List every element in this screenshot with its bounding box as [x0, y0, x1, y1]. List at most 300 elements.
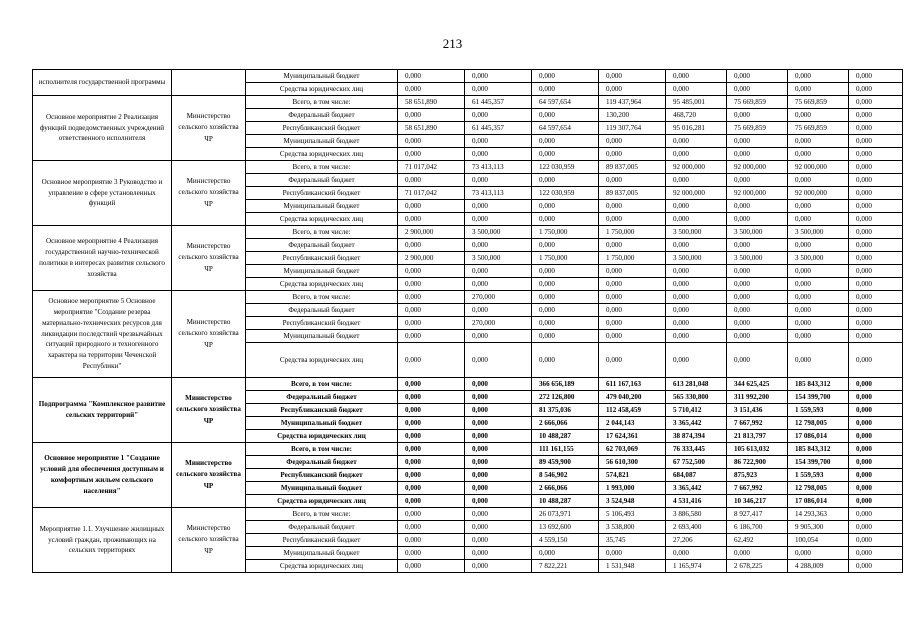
amount-cell: 0,000 [788, 239, 849, 252]
amount-cell: 0,000 [398, 135, 465, 148]
amount-cell: 0,000 [849, 304, 903, 317]
amount-cell: 0,000 [398, 304, 465, 317]
amount-cell: 0,000 [788, 83, 849, 96]
amount-cell: 12 798,005 [788, 417, 849, 430]
amount-cell: 0,000 [727, 174, 788, 187]
amount-cell: 0,000 [465, 304, 532, 317]
amount-cell: 62 703,069 [599, 443, 666, 456]
amount-cell: 92 000,000 [788, 187, 849, 200]
amount-cell: 3 538,800 [599, 521, 666, 534]
amount-cell: 2 693,400 [666, 521, 727, 534]
amount-cell: 0,000 [398, 213, 465, 226]
amount-cell: 0,000 [849, 135, 903, 148]
amount-cell: 0,000 [849, 161, 903, 174]
measure-name-cell: исполнителя государственной программы [33, 70, 172, 96]
amount-cell: 0,000 [599, 148, 666, 161]
amount-cell: 76 333,445 [666, 443, 727, 456]
amount-cell: 61 445,357 [465, 96, 532, 109]
amount-cell: 3 151,436 [727, 404, 788, 417]
funding-source-cell: Федеральный бюджет [246, 456, 398, 469]
amount-cell: 0,000 [727, 239, 788, 252]
amount-cell: 0,000 [465, 391, 532, 404]
amount-cell: 0,000 [788, 213, 849, 226]
amount-cell: 0,000 [465, 109, 532, 122]
amount-cell: 122 030,959 [532, 161, 599, 174]
funding-source-cell: Республиканский бюджет [246, 252, 398, 265]
funding-source-cell: Средства юридических лиц [246, 278, 398, 291]
amount-cell: 100,054 [788, 534, 849, 547]
amount-cell: 0,000 [532, 200, 599, 213]
amount-cell: 0,000 [849, 495, 903, 508]
amount-cell: 0,000 [465, 456, 532, 469]
amount-cell: 0,000 [666, 70, 727, 83]
amount-cell: 0,000 [398, 547, 465, 560]
amount-cell: 0,000 [465, 495, 532, 508]
amount-cell: 0,000 [465, 521, 532, 534]
funding-source-cell: Муниципальный бюджет [246, 330, 398, 343]
amount-cell: 64 597,654 [532, 96, 599, 109]
amount-cell: 1 750,000 [599, 252, 666, 265]
amount-cell: 0,000 [788, 135, 849, 148]
amount-cell: 95 485,001 [666, 96, 727, 109]
amount-cell: 479 040,200 [599, 391, 666, 404]
table-row [33, 508, 903, 521]
amount-cell: 0,000 [465, 200, 532, 213]
amount-cell: 71 017,042 [398, 187, 465, 200]
amount-cell: 0,000 [398, 343, 465, 378]
funding-source-cell: Республиканский бюджет [246, 317, 398, 330]
amount-cell: 344 625,425 [727, 378, 788, 391]
amount-cell: 0,000 [727, 265, 788, 278]
amount-cell: 0,000 [727, 148, 788, 161]
funding-source-cell: Муниципальный бюджет [246, 417, 398, 430]
table-row [33, 96, 903, 109]
amount-cell: 0,000 [599, 213, 666, 226]
funding-source-cell: Федеральный бюджет [246, 239, 398, 252]
amount-cell: 0,000 [849, 521, 903, 534]
amount-cell: 0,000 [465, 70, 532, 83]
amount-cell: 0,000 [599, 70, 666, 83]
amount-cell: 0,000 [849, 534, 903, 547]
amount-cell: 71 017,042 [398, 161, 465, 174]
amount-cell: 0,000 [532, 109, 599, 122]
funding-source-cell: Федеральный бюджет [246, 109, 398, 122]
table-row [33, 443, 903, 456]
amount-cell: 3 500,000 [465, 252, 532, 265]
amount-cell: 0,000 [666, 83, 727, 96]
amount-cell: 75 669,859 [727, 122, 788, 135]
amount-cell: 270,000 [465, 291, 532, 304]
amount-cell: 0,000 [788, 330, 849, 343]
funding-source-cell: Муниципальный бюджет [246, 547, 398, 560]
amount-cell: 0,000 [532, 330, 599, 343]
amount-cell: 0,000 [849, 83, 903, 96]
funding-source-cell: Всего, в том числе: [246, 443, 398, 456]
amount-cell: 3 365,442 [666, 482, 727, 495]
amount-cell: 95 016,281 [666, 122, 727, 135]
amount-cell: 3 500,000 [788, 252, 849, 265]
amount-cell: 0,000 [666, 265, 727, 278]
amount-cell: 0,000 [398, 265, 465, 278]
amount-cell: 0,000 [727, 343, 788, 378]
amount-cell: 1 750,000 [599, 226, 666, 239]
amount-cell: 92 000,000 [666, 161, 727, 174]
amount-cell: 13 692,600 [532, 521, 599, 534]
amount-cell: 122 030,959 [532, 187, 599, 200]
funding-source-cell: Республиканский бюджет [246, 404, 398, 417]
funding-source-cell: Муниципальный бюджет [246, 482, 398, 495]
funding-source-cell: Всего, в том числе: [246, 96, 398, 109]
funding-source-cell: Средства юридических лиц [246, 430, 398, 443]
amount-cell: 26 073,971 [532, 508, 599, 521]
amount-cell: 0,000 [599, 200, 666, 213]
amount-cell: 73 413,113 [465, 187, 532, 200]
amount-cell: 0,000 [398, 521, 465, 534]
amount-cell: 2 900,000 [398, 252, 465, 265]
amount-cell: 0,000 [465, 404, 532, 417]
amount-cell: 0,000 [398, 378, 465, 391]
amount-cell: 89 837,005 [599, 187, 666, 200]
amount-cell: 0,000 [465, 265, 532, 278]
amount-cell: 0,000 [599, 547, 666, 560]
amount-cell: 0,000 [849, 213, 903, 226]
executor-cell: Министерство сельского хозяйства ЧР [172, 443, 246, 508]
table-row [33, 70, 903, 83]
amount-cell: 89 459,900 [532, 456, 599, 469]
amount-cell: 0,000 [398, 109, 465, 122]
amount-cell: 8 927,417 [727, 508, 788, 521]
amount-cell: 67 752,500 [666, 456, 727, 469]
amount-cell: 0,000 [666, 148, 727, 161]
amount-cell: 3 524,948 [599, 495, 666, 508]
amount-cell: 92 000,000 [727, 161, 788, 174]
amount-cell: 684,087 [666, 469, 727, 482]
amount-cell: 0,000 [727, 109, 788, 122]
amount-cell: 0,000 [788, 70, 849, 83]
amount-cell: 0,000 [849, 317, 903, 330]
amount-cell: 0,000 [398, 534, 465, 547]
amount-cell: 0,000 [465, 469, 532, 482]
amount-cell: 61 445,357 [465, 122, 532, 135]
amount-cell: 7 667,992 [727, 417, 788, 430]
amount-cell: 35,745 [599, 534, 666, 547]
amount-cell: 0,000 [532, 135, 599, 148]
amount-cell: 0,000 [788, 174, 849, 187]
amount-cell: 62,492 [727, 534, 788, 547]
amount-cell: 611 167,163 [599, 378, 666, 391]
amount-cell: 14 293,363 [788, 508, 849, 521]
amount-cell: 5 710,412 [666, 404, 727, 417]
funding-source-cell: Средства юридических лиц [246, 213, 398, 226]
amount-cell: 0,000 [666, 174, 727, 187]
funding-source-cell: Республиканский бюджет [246, 469, 398, 482]
executor-cell: Министерство сельского хозяйства ЧР [172, 508, 246, 573]
amount-cell: 0,000 [398, 148, 465, 161]
amount-cell: 0,000 [465, 83, 532, 96]
measure-name-cell: Основное мероприятие 3 Руководство и управление в сфере установленных функций [33, 161, 172, 226]
funding-source-cell: Всего, в том числе: [246, 378, 398, 391]
measure-name-cell: Основное мероприятие 5 Основное мероприятие "Создание резерва материально-технических ресурсов для ликвидации последствий чрезвычайных ситуаций природного и техногенного характера на территории Чеченской Республики" [33, 291, 172, 378]
amount-cell: 0,000 [849, 508, 903, 521]
amount-cell: 0,000 [788, 343, 849, 378]
amount-cell: 10 488,287 [532, 495, 599, 508]
amount-cell: 0,000 [465, 239, 532, 252]
amount-cell: 0,000 [398, 560, 465, 573]
amount-cell: 1 531,948 [599, 560, 666, 573]
amount-cell: 17 624,361 [599, 430, 666, 443]
amount-cell: 0,000 [849, 174, 903, 187]
amount-cell: 0,000 [532, 265, 599, 278]
amount-cell: 311 992,200 [727, 391, 788, 404]
amount-cell: 574,821 [599, 469, 666, 482]
amount-cell: 0,000 [666, 330, 727, 343]
funding-source-cell: Средства юридических лиц [246, 343, 398, 378]
amount-cell: 0,000 [465, 378, 532, 391]
funding-source-cell: Средства юридических лиц [246, 495, 398, 508]
funding-source-cell: Федеральный бюджет [246, 304, 398, 317]
amount-cell: 0,000 [532, 304, 599, 317]
amount-cell: 270,000 [465, 317, 532, 330]
funding-source-cell: Средства юридических лиц [246, 83, 398, 96]
executor-cell [172, 70, 246, 96]
amount-cell: 1 750,000 [532, 252, 599, 265]
amount-cell: 0,000 [666, 278, 727, 291]
amount-cell: 3 500,000 [465, 226, 532, 239]
amount-cell: 0,000 [398, 404, 465, 417]
amount-cell: 0,000 [465, 430, 532, 443]
amount-cell: 0,000 [849, 226, 903, 239]
amount-cell: 0,000 [666, 213, 727, 226]
amount-cell: 0,000 [849, 417, 903, 430]
amount-cell: 154 399,700 [788, 391, 849, 404]
amount-cell: 27,206 [666, 534, 727, 547]
executor-cell: Министерство сельского хозяйства ЧР [172, 161, 246, 226]
amount-cell: 0,000 [465, 148, 532, 161]
amount-cell: 0,000 [599, 135, 666, 148]
amount-cell: 0,000 [849, 560, 903, 573]
amount-cell: 75 669,859 [788, 122, 849, 135]
executor-cell: Министерство сельского хозяйства ЧР [172, 291, 246, 378]
amount-cell: 0,000 [398, 83, 465, 96]
amount-cell: 0,000 [666, 304, 727, 317]
amount-cell: 92 000,000 [788, 161, 849, 174]
amount-cell: 3 500,000 [727, 252, 788, 265]
amount-cell: 21 813,797 [727, 430, 788, 443]
executor-cell: Министерство сельского хозяйства ЧР [172, 378, 246, 443]
amount-cell: 0,000 [398, 417, 465, 430]
amount-cell: 0,000 [532, 317, 599, 330]
amount-cell: 0,000 [849, 456, 903, 469]
amount-cell: 10 488,287 [532, 430, 599, 443]
amount-cell: 75 669,859 [727, 96, 788, 109]
amount-cell: 0,000 [788, 547, 849, 560]
funding-source-cell: Республиканский бюджет [246, 534, 398, 547]
amount-cell: 0,000 [849, 443, 903, 456]
amount-cell: 0,000 [398, 391, 465, 404]
amount-cell: 105 613,032 [727, 443, 788, 456]
amount-cell: 0,000 [727, 135, 788, 148]
funding-source-cell: Всего, в том числе: [246, 291, 398, 304]
amount-cell: 0,000 [465, 330, 532, 343]
amount-cell: 0,000 [532, 278, 599, 291]
amount-cell: 0,000 [849, 291, 903, 304]
amount-cell: 0,000 [532, 83, 599, 96]
measure-name-cell: Подпрограмма "Комплексное развитие сельских территорий" [33, 378, 172, 443]
amount-cell: 4 559,150 [532, 534, 599, 547]
amount-cell: 0,000 [788, 265, 849, 278]
amount-cell: 0,000 [599, 278, 666, 291]
amount-cell: 0,000 [532, 343, 599, 378]
amount-cell: 0,000 [465, 482, 532, 495]
amount-cell: 468,720 [666, 109, 727, 122]
amount-cell: 4 531,416 [666, 495, 727, 508]
amount-cell: 3 365,442 [666, 417, 727, 430]
table-row [33, 378, 903, 391]
table-row [33, 161, 903, 174]
amount-cell: 92 000,000 [666, 187, 727, 200]
amount-cell: 0,000 [849, 70, 903, 83]
amount-cell: 0,000 [599, 174, 666, 187]
amount-cell: 0,000 [532, 174, 599, 187]
amount-cell: 64 597,654 [532, 122, 599, 135]
amount-cell: 0,000 [849, 187, 903, 200]
amount-cell: 0,000 [465, 213, 532, 226]
amount-cell: 0,000 [398, 443, 465, 456]
amount-cell: 89 837,005 [599, 161, 666, 174]
amount-cell: 0,000 [398, 330, 465, 343]
amount-cell: 0,000 [727, 291, 788, 304]
table-row [33, 226, 903, 239]
amount-cell: 0,000 [849, 378, 903, 391]
amount-cell: 130,200 [599, 109, 666, 122]
amount-cell: 0,000 [398, 291, 465, 304]
amount-cell: 0,000 [849, 200, 903, 213]
amount-cell: 0,000 [398, 456, 465, 469]
amount-cell: 92 000,000 [727, 187, 788, 200]
amount-cell: 0,000 [532, 547, 599, 560]
funding-source-cell: Республиканский бюджет [246, 187, 398, 200]
amount-cell: 0,000 [599, 265, 666, 278]
amount-cell: 0,000 [788, 148, 849, 161]
amount-cell: 0,000 [465, 174, 532, 187]
measure-name-cell: Основное мероприятие 2 Реализация функций подведомственных учреждений ответственного исполнителя [33, 96, 172, 161]
amount-cell: 0,000 [849, 430, 903, 443]
amount-cell: 2 678,225 [727, 560, 788, 573]
amount-cell: 0,000 [849, 148, 903, 161]
amount-cell: 75 669,859 [788, 96, 849, 109]
measure-name-cell: Основное мероприятие 4 Реализация государственной научно-технической политики в интересах развития сельского хозяйства [33, 226, 172, 291]
amount-cell: 0,000 [465, 547, 532, 560]
amount-cell: 875,923 [727, 469, 788, 482]
amount-cell: 0,000 [532, 291, 599, 304]
amount-cell: 38 874,394 [666, 430, 727, 443]
amount-cell: 1 165,974 [666, 560, 727, 573]
amount-cell: 0,000 [849, 404, 903, 417]
funding-source-cell: Муниципальный бюджет [246, 200, 398, 213]
amount-cell: 0,000 [599, 304, 666, 317]
amount-cell: 0,000 [599, 83, 666, 96]
amount-cell: 154 399,700 [788, 456, 849, 469]
amount-cell: 366 656,189 [532, 378, 599, 391]
amount-cell: 0,000 [849, 330, 903, 343]
amount-cell: 0,000 [465, 508, 532, 521]
amount-cell: 2 044,143 [599, 417, 666, 430]
amount-cell: 0,000 [849, 239, 903, 252]
amount-cell: 119 307,764 [599, 122, 666, 135]
amount-cell: 81 375,036 [532, 404, 599, 417]
amount-cell: 0,000 [849, 278, 903, 291]
amount-cell: 0,000 [398, 317, 465, 330]
amount-cell: 0,000 [398, 239, 465, 252]
amount-cell: 0,000 [532, 70, 599, 83]
amount-cell: 0,000 [788, 304, 849, 317]
amount-cell: 2 666,066 [532, 417, 599, 430]
amount-cell: 0,000 [849, 482, 903, 495]
amount-cell: 3 886,580 [666, 508, 727, 521]
amount-cell: 10 346,217 [727, 495, 788, 508]
amount-cell: 0,000 [727, 317, 788, 330]
amount-cell: 0,000 [727, 547, 788, 560]
amount-cell: 0,000 [727, 70, 788, 83]
funding-source-cell: Всего, в том числе: [246, 161, 398, 174]
amount-cell: 0,000 [398, 508, 465, 521]
funding-source-cell: Средства юридических лиц [246, 148, 398, 161]
amount-cell: 0,000 [849, 547, 903, 560]
page-number: 213 [442, 36, 463, 51]
amount-cell: 0,000 [398, 200, 465, 213]
funding-source-cell: Федеральный бюджет [246, 174, 398, 187]
amount-cell: 0,000 [465, 443, 532, 456]
funding-source-cell: Муниципальный бюджет [246, 265, 398, 278]
amount-cell: 0,000 [465, 135, 532, 148]
amount-cell: 9 905,300 [788, 521, 849, 534]
measure-name-cell: Основное мероприятие 1 "Создание условий для обеспечения доступным и комфортным жильем сельского населения" [33, 443, 172, 508]
amount-cell: 0,000 [788, 278, 849, 291]
amount-cell: 0,000 [788, 200, 849, 213]
amount-cell: 0,000 [849, 469, 903, 482]
amount-cell: 0,000 [465, 278, 532, 291]
amount-cell: 4 288,009 [788, 560, 849, 573]
amount-cell: 0,000 [532, 148, 599, 161]
amount-cell: 0,000 [599, 239, 666, 252]
amount-cell: 0,000 [849, 343, 903, 378]
amount-cell: 0,000 [666, 547, 727, 560]
amount-cell: 0,000 [465, 417, 532, 430]
amount-cell: 0,000 [398, 174, 465, 187]
amount-cell: 0,000 [465, 534, 532, 547]
amount-cell: 0,000 [727, 278, 788, 291]
amount-cell: 8 546,902 [532, 469, 599, 482]
amount-cell: 0,000 [727, 330, 788, 343]
amount-cell: 5 106,493 [599, 508, 666, 521]
funding-source-cell: Всего, в том числе: [246, 226, 398, 239]
amount-cell: 17 086,014 [788, 430, 849, 443]
amount-cell: 0,000 [849, 252, 903, 265]
amount-cell: 58 651,890 [398, 96, 465, 109]
amount-cell: 0,000 [727, 200, 788, 213]
amount-cell: 0,000 [666, 135, 727, 148]
amount-cell: 3 500,000 [727, 226, 788, 239]
amount-cell: 58 651,890 [398, 122, 465, 135]
amount-cell: 0,000 [599, 343, 666, 378]
table-row [33, 291, 903, 304]
amount-cell: 0,000 [532, 239, 599, 252]
amount-cell: 1 993,000 [599, 482, 666, 495]
amount-cell: 0,000 [788, 317, 849, 330]
amount-cell: 0,000 [849, 391, 903, 404]
amount-cell: 112 458,459 [599, 404, 666, 417]
amount-cell: 1 559,593 [788, 404, 849, 417]
